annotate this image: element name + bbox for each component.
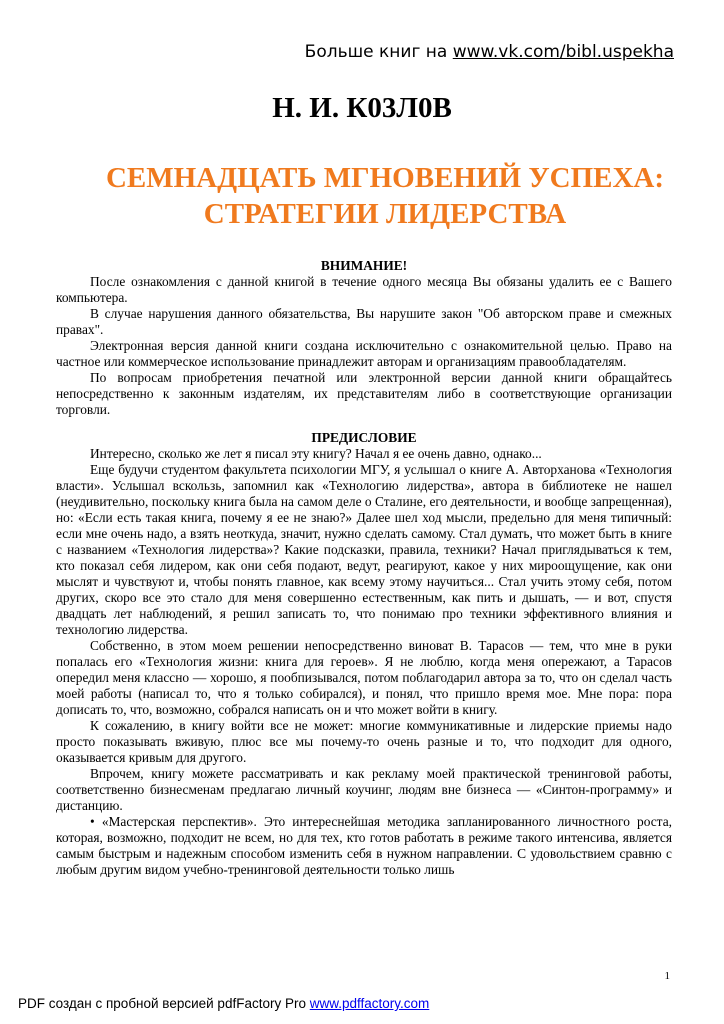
preface-paragraph-1: Интересно, сколько же лет я писал эту книгу? Начал я ее очень давно, однако...	[90, 446, 542, 461]
book-title-line-1: СЕМНАДЦАТЬ МГНОВЕНИЙ УСПЕХА:	[105, 162, 665, 194]
page-number: 1	[664, 970, 670, 982]
preface-paragraph-3: Собственно, в этом моем решении непосредственно виноват В. Тарасов — тем, что мне в руки попалась его «Технология жизни: книга для героев». Я не люблю, когда меня опережают, а Тарасов опередил меня классно — хорошо, я пообпизывался, потом поблагодарил автора за то, что он сделал часть моей работы (написал то, что я только собирался), и понял, что пришло время мое. Мне пора: пора дописать то, что, возможно, собрался написать он и что может войти в книгу.	[56, 638, 672, 717]
warning-heading: ВНИМАНИЕ!	[320, 258, 408, 273]
footer-link[interactable]: www.pdffactory.com	[309, 996, 430, 1011]
promo-url[interactable]: www.vk.com/bibl.uspekha	[452, 42, 674, 62]
warning-paragraph-1: После ознакомления с данной книгой в течение одного месяца Вы обязаны удалить ее с Вашего компьютера.	[56, 274, 672, 305]
author-name: Н. И. К03Л0В	[272, 92, 452, 124]
preface-paragraph-5: Впрочем, книгу можете рассматривать и как рекламу моей практической тренинговой работы, соответственно бизнесменам предлагаю личный коучинг, людям вне бизнеса — «Синтон-программу» и дистанцию.	[56, 766, 672, 813]
preface-paragraph-2: Еще будучи студентом факультета психологии МГУ, я услышал о книге А. Авторханова «Технология власти». Услышал вскользь, запомнил как «Технологию лидерства», автора в библиотеке не нашел (неудивительно, поскольку книга была на самом деле о Сталине, его деятельности, и вообще запрещенная), но: «Если есть такая книга, почему я ее не знаю?» Далее шел ход мысли, предельно для меня типичный: если мне очень надо, а взять неоткуда, значит, нужно сделать самому. Стал думать, что может быть в книге с названием «Технология лидерства»? Какие подсказки, правила, техники? Начал приглядываться к тем, кто показал себя лидером, как они себя подают, ведут, реагируют, какое у них мироощущение, как они мыслят и чувствуют и, чтобы понять главное, как всему этому научиться... Стал учить этому себя, потом других, скоро все это стало для меня совершенно естественным, как пить и дышать, — и вот, спустя двадцать лет наблюдений, я решил записать то, что понимаю про техники эффективного влияния и технологию лидерства.	[56, 462, 672, 637]
warning-paragraph-4: По вопросам приобретения печатной или электронной версии данной книги обращайтесь непосредственно к законным издателям, их представителям либо в соответствующие организации торговли.	[56, 370, 672, 417]
warning-paragraph-2: В случае нарушения данного обязательства, Вы нарушите закон "Об авторском праве и смежных правах".	[56, 306, 672, 337]
document-body	[56, 258, 672, 878]
preface-paragraph-4: К сожалению, в книгу войти все не может: многие коммуникативные и лидерские приемы надо просто показывать вживую, плюс все мы почему-то очень разные и то, что подходит для одного, оказывается кривым для другого.	[56, 718, 672, 765]
preface-paragraph-6: • «Мастерская перспектив». Это интереснейшая методика запланированного личностного роста, которая, возможно, подходит не всем, но для тех, кто готов работать в режиме такого интенсива, является самым быстрым и надежным способом изменить себя в нужном направлении. С удовольствием сравню с любым другим видом учебно-тренинговой деятельности только лишь	[56, 814, 672, 877]
top-promo-link[interactable]	[305, 42, 674, 62]
promo-text: Больше книг на	[304, 42, 453, 62]
pdf-footer	[18, 996, 429, 1011]
footer-text: PDF создан с пробной версией pdfFactory Pro	[18, 996, 310, 1011]
preface-heading: ПРЕДИСЛОВИЕ	[311, 430, 417, 445]
warning-paragraph-3: Электронная версия данной книги создана исключительно с ознакомительной целью. Право на частное или коммерческое использование принадлежит авторам и организациям правообладателям.	[56, 338, 672, 369]
book-title-line-2: СТРАТЕГИИ ЛИДЕРСТВА	[203, 198, 567, 230]
book-title	[0, 160, 724, 232]
